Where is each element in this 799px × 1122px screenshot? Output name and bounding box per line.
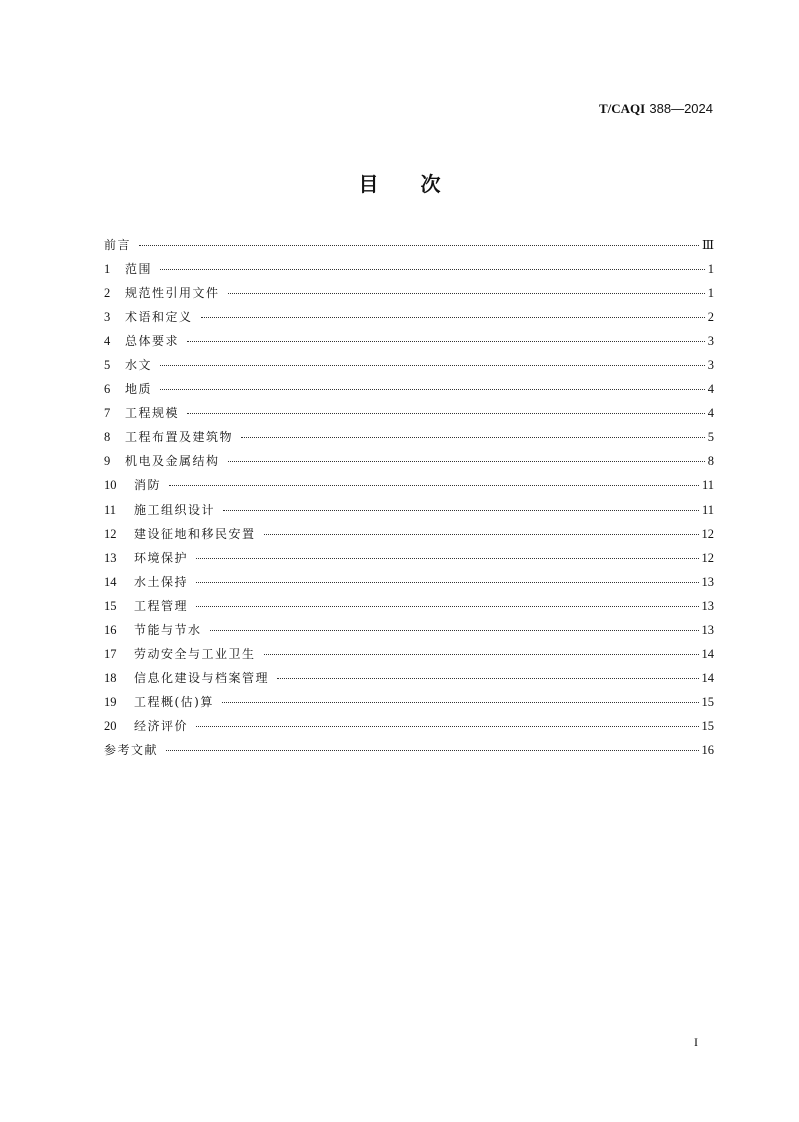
toc-title — [0, 168, 799, 197]
toc-entry-label: 工程规模 — [125, 406, 180, 421]
toc-entry[interactable] — [104, 473, 714, 497]
toc-entry-number: 17 — [104, 646, 117, 661]
toc-entry[interactable] — [104, 522, 714, 546]
toc-entry-number: 12 — [104, 526, 117, 541]
toc-entry-number: 9 — [104, 454, 111, 469]
toc-entry[interactable] — [104, 329, 714, 353]
toc-entry-label: 节能与节水 — [134, 622, 202, 637]
toc-entry-page: 5 — [707, 430, 714, 445]
toc-entry-label: 地质 — [125, 382, 153, 397]
toc-entry-label: 施工组织设计 — [134, 502, 216, 517]
toc-leader-dots — [160, 269, 705, 270]
toc-entry-number: 10 — [104, 478, 117, 493]
toc-entry-number: 2 — [104, 286, 111, 301]
toc-entry[interactable] — [104, 570, 714, 594]
toc-entry-number: 11 — [104, 502, 117, 517]
toc-entry-label: 信息化建设与档案管理 — [134, 670, 270, 685]
toc-entry-number: 13 — [104, 550, 117, 565]
toc-entry[interactable] — [104, 305, 714, 329]
toc-entry[interactable] — [104, 642, 714, 666]
toc-entry-label: 规范性引用文件 — [125, 286, 220, 301]
toc-leader-dots — [228, 293, 705, 294]
toc-entry[interactable] — [104, 618, 714, 642]
toc-entry-page: 16 — [701, 742, 714, 757]
toc-entry-page: 14 — [701, 646, 714, 661]
toc-entry-page: 1 — [707, 286, 714, 301]
toc-entry[interactable] — [104, 257, 714, 281]
toc-entry-page: 4 — [707, 406, 714, 421]
toc-entry[interactable] — [104, 714, 714, 738]
toc-entry[interactable] — [104, 425, 714, 449]
toc-entry[interactable] — [104, 546, 714, 570]
toc-leader-dots — [196, 606, 698, 607]
toc-entry-label: 前言 — [104, 238, 132, 252]
toc-leader-dots — [196, 582, 698, 583]
toc-entry-label: 环境保护 — [134, 550, 189, 565]
toc-entry-page: 14 — [701, 670, 714, 685]
toc-leader-dots — [187, 413, 705, 414]
toc-entry-label: 参考文献 — [104, 742, 159, 757]
toc-entry-page: 15 — [701, 718, 714, 733]
toc-entry-number: 18 — [104, 670, 117, 685]
toc-entry-number: 8 — [104, 430, 111, 445]
toc-leader-dots — [210, 630, 699, 631]
toc-entry-label: 机电及金属结构 — [125, 454, 220, 469]
toc-entry-number: 15 — [104, 598, 117, 613]
toc-entry-number: 3 — [104, 310, 111, 325]
toc-entry[interactable] — [104, 233, 714, 257]
toc-entry-page: 4 — [707, 382, 714, 397]
toc-entry-page: 3 — [707, 358, 714, 373]
toc-entry-number: 16 — [104, 622, 117, 637]
toc-entry-label: 经济评价 — [134, 718, 189, 733]
toc-entry[interactable] — [104, 738, 714, 762]
toc-entry[interactable] — [104, 498, 714, 522]
toc-entry[interactable] — [104, 377, 714, 401]
toc-entry[interactable] — [104, 594, 714, 618]
toc-entry-label: 劳动安全与工业卫生 — [134, 646, 256, 661]
toc-entry-number: 5 — [104, 358, 111, 373]
toc-entry[interactable] — [104, 401, 714, 425]
toc-entry-label: 水文 — [125, 358, 153, 373]
standard-number: 388—2024 — [649, 101, 713, 116]
toc-leader-dots — [228, 461, 705, 462]
toc-entry-page: 2 — [707, 310, 714, 325]
toc-entry[interactable] — [104, 449, 714, 473]
toc-entry-number: 20 — [104, 718, 117, 733]
toc-entry[interactable] — [104, 666, 714, 690]
toc-entry[interactable] — [104, 353, 714, 377]
page-number: I — [694, 1035, 698, 1049]
toc-leader-dots — [166, 750, 698, 751]
toc-entry-label: 水土保持 — [134, 574, 189, 589]
toc-entry-page: 12 — [701, 526, 714, 541]
toc-entry-label: 工程概(估)算 — [134, 694, 214, 709]
toc-entry[interactable] — [104, 281, 714, 305]
toc-leader-dots — [160, 389, 705, 390]
toc-entry-number: 6 — [104, 382, 111, 397]
toc-entry-label: 工程布置及建筑物 — [125, 430, 234, 445]
toc-entry-number: 14 — [104, 574, 117, 589]
toc-entry-label: 范围 — [125, 262, 153, 277]
toc-entry-page: 13 — [701, 622, 714, 637]
standard-code — [599, 101, 713, 117]
toc-leader-dots — [223, 510, 699, 511]
toc-entry-page: Ⅲ — [701, 238, 714, 252]
toc-entry-page: 1 — [707, 262, 714, 277]
toc-entry[interactable] — [104, 690, 714, 714]
toc-list — [104, 233, 714, 762]
toc-leader-dots — [264, 534, 699, 535]
toc-leader-dots — [169, 485, 699, 486]
toc-leader-dots — [160, 365, 705, 366]
toc-entry-page: 15 — [701, 694, 714, 709]
toc-entry-number: 7 — [104, 406, 111, 421]
toc-entry-page: 3 — [707, 334, 714, 349]
toc-entry-page: 12 — [701, 550, 714, 565]
toc-entry-page: 11 — [701, 502, 714, 517]
standard-org-code: T/CAQI — [599, 101, 646, 116]
toc-title-left: 目 — [358, 172, 379, 196]
toc-leader-dots — [139, 245, 699, 246]
toc-entry-page: 13 — [701, 598, 714, 613]
toc-entry-number: 1 — [104, 262, 111, 277]
toc-leader-dots — [264, 654, 699, 655]
toc-entry-label: 工程管理 — [134, 598, 189, 613]
toc-leader-dots — [222, 702, 699, 703]
toc-leader-dots — [196, 558, 698, 559]
toc-entry-label: 消防 — [134, 478, 162, 493]
toc-entry-number: 4 — [104, 334, 111, 349]
toc-entry-label: 建设征地和移民安置 — [134, 526, 256, 541]
toc-entry-label: 总体要求 — [125, 334, 180, 349]
toc-leader-dots — [196, 726, 698, 727]
toc-entry-page: 13 — [701, 574, 714, 589]
toc-leader-dots — [187, 341, 705, 342]
toc-leader-dots — [241, 437, 705, 438]
toc-entry-page: 8 — [707, 454, 714, 469]
toc-entry-label: 术语和定义 — [125, 310, 193, 325]
toc-entry-number: 19 — [104, 694, 117, 709]
toc-entry-page: 11 — [701, 478, 714, 493]
toc-leader-dots — [201, 317, 705, 318]
toc-leader-dots — [277, 678, 698, 679]
toc-title-right: 次 — [420, 172, 441, 196]
